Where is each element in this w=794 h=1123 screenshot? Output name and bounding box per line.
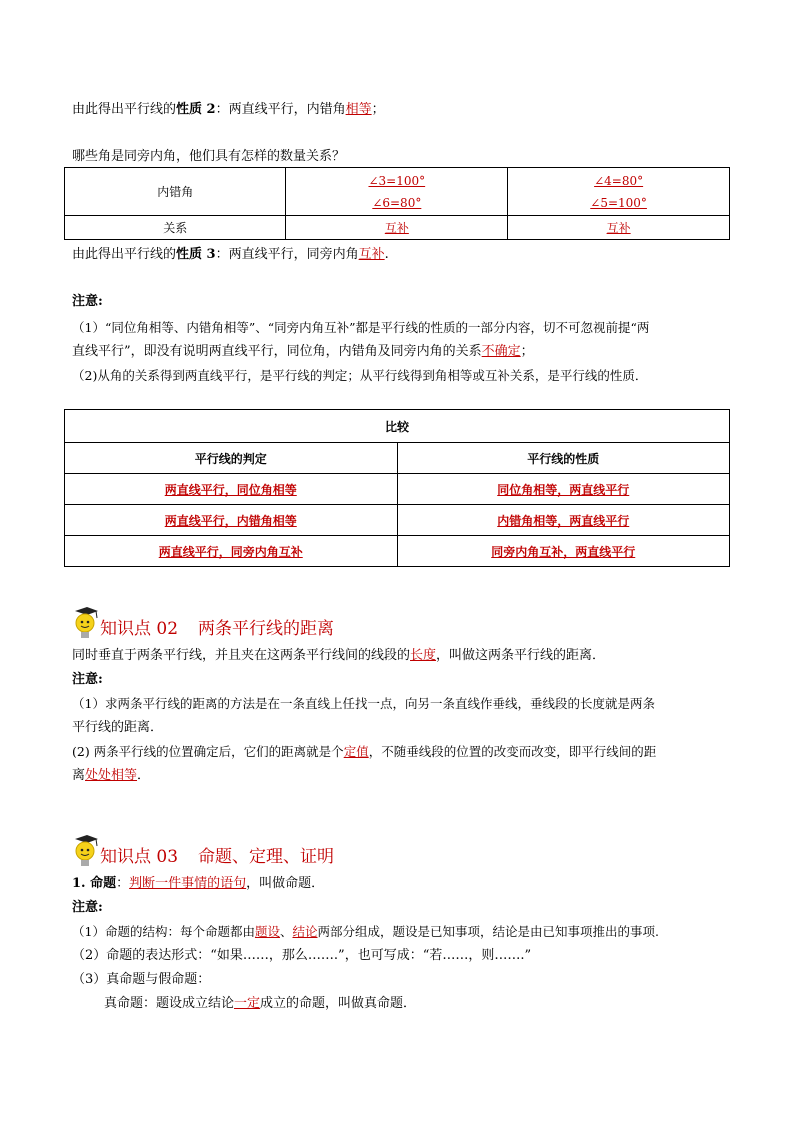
text: 真命题：题设成立结论 (104, 996, 235, 1011)
text: （1）命题的结构：每个命题都由 (72, 924, 255, 939)
row-label-relation: 关系 (65, 216, 286, 240)
answer: 定值 (343, 744, 369, 759)
cell (397, 536, 730, 567)
text: ； (520, 344, 534, 359)
text: 成立的命题，叫做真命题． (260, 996, 417, 1011)
text: ，叫做命题． (246, 876, 325, 891)
angle-value: ∠4=80° (594, 173, 644, 188)
note-line-3: （2)从角的关系得到两直线平行，是平行线的判定；从平行线得到角相等或互补关系，是平行线的性质． (72, 368, 648, 383)
text: 、 (279, 924, 293, 939)
text: 由此得出平行线的 (72, 102, 177, 117)
cell (397, 505, 730, 536)
answer: 互补 (358, 247, 385, 262)
answer: 互补 (606, 221, 631, 235)
note-line-1: （1）“同位角相等、内错角相等”、“同旁内角互补”都是平行线的性质的一部分内容，切不可忽视前提“两 (72, 320, 650, 335)
note-title: 注意: (72, 294, 103, 309)
text: (2) 两条平行线的位置确定后，它们的距离就是个 (72, 744, 344, 759)
cell-angles-1 (286, 168, 508, 216)
note-line-3: （3）真命题与假命题： (72, 972, 211, 987)
section-title (100, 618, 334, 640)
answer: 题设 (254, 924, 280, 939)
cell (65, 474, 398, 505)
note-line-2 (72, 742, 656, 762)
section-title (100, 846, 334, 868)
note-line-1: （1）求两条平行线的距离的方法是在一条直线上任找一点，向另一条直线作垂线，垂线段的长度就是两条 (72, 696, 655, 711)
relation-2 (508, 216, 730, 240)
term: 1. 命题 (72, 876, 117, 891)
answer: 长度 (410, 648, 437, 663)
section-name: 两条平行线的距离 (198, 619, 335, 639)
note-title: 注意: (72, 900, 103, 915)
text: ：两直线平行，同旁内角 (215, 247, 359, 262)
section-name: 命题、定理、证明 (198, 847, 335, 867)
relation-1 (286, 216, 508, 240)
section-number: 知识点 02 (100, 619, 179, 639)
table-row (65, 474, 730, 505)
note-line-2 (72, 342, 534, 362)
answer: 内错角相等，两直线平行 (497, 513, 630, 528)
section-heading-03 (72, 832, 334, 868)
text: 直线平行”，即没有说明两直线平行，同位角，内错角及同旁内角的关系 (72, 344, 482, 359)
note-title: 注意: (72, 672, 103, 687)
cell (65, 536, 398, 567)
row-label-alt-angles: 内错角 (65, 168, 286, 216)
property-label: 性质 3 (176, 247, 216, 262)
col-header-criteria: 平行线的判定 (65, 443, 398, 474)
property-3-line (72, 245, 389, 265)
proposition-definition (72, 874, 324, 894)
text: 离 (72, 768, 86, 783)
table-row (65, 505, 730, 536)
distance-definition (72, 646, 605, 666)
text: ，不随垂线段的位置的改变而改变，即平行线间的距 (368, 744, 657, 759)
text: ； (371, 102, 385, 117)
answer: 结论 (292, 924, 318, 939)
section-heading-02 (72, 604, 334, 640)
note-line-2: （2）命题的表达形式：“如果……，那么…….”，也可写成：“若……，则…….” (72, 948, 532, 963)
col-header-properties: 平行线的性质 (397, 443, 730, 474)
text: ． (137, 768, 151, 783)
answer: 判断一件事情的语句 (129, 876, 247, 891)
note-line-1 (72, 922, 659, 942)
property-2-line (72, 100, 385, 120)
text: 同时垂直于两条平行线，并且夹在这两条平行线间的线段的 (72, 648, 411, 663)
property-label: 性质 2 (176, 102, 216, 117)
lightbulb-scholar-icon (72, 606, 98, 640)
text: ：两直线平行，内错角 (215, 102, 346, 117)
cell (65, 505, 398, 536)
true-proposition-line (104, 994, 416, 1014)
answer: 两直线平行，同位角相等 (164, 482, 297, 497)
text: ，叫做这两条平行线的距离． (436, 648, 606, 663)
answer: 同旁内角互补，两直线平行 (491, 544, 636, 559)
note-line-2-cont (72, 766, 150, 786)
lightbulb-scholar-icon (72, 834, 98, 868)
text: ： (116, 876, 130, 891)
answer: 不确定 (481, 344, 521, 359)
text: 由此得出平行线的 (72, 247, 177, 262)
section-number: 知识点 03 (100, 847, 179, 867)
table-title: 比较 (65, 410, 730, 443)
answer: 处处相等 (85, 768, 138, 783)
angle-table (64, 167, 730, 240)
cell-angles-2 (508, 168, 730, 216)
note-line-1-cont: 平行线的距离． (72, 720, 164, 735)
answer: 一定 (234, 996, 261, 1011)
angle-value: ∠5=100° (590, 195, 647, 210)
comparison-table (64, 409, 730, 567)
text: . (384, 247, 389, 262)
answer: 互补 (384, 221, 409, 235)
table-row (65, 536, 730, 567)
question-line: 哪些角是同旁内角，他们具有怎样的数量关系？ (72, 149, 346, 164)
text: 两部分组成，题设是已知事项，结论是由已知事项推出的事项. (317, 924, 659, 939)
answer: 两直线平行，同旁内角互补 (158, 544, 303, 559)
cell (397, 474, 730, 505)
answer: 同位角相等，两直线平行 (497, 482, 630, 497)
angle-value: ∠6=80° (372, 195, 422, 210)
answer: 两直线平行，内错角相等 (164, 513, 297, 528)
angle-value: ∠3=100° (368, 173, 426, 188)
answer: 相等 (345, 102, 372, 117)
